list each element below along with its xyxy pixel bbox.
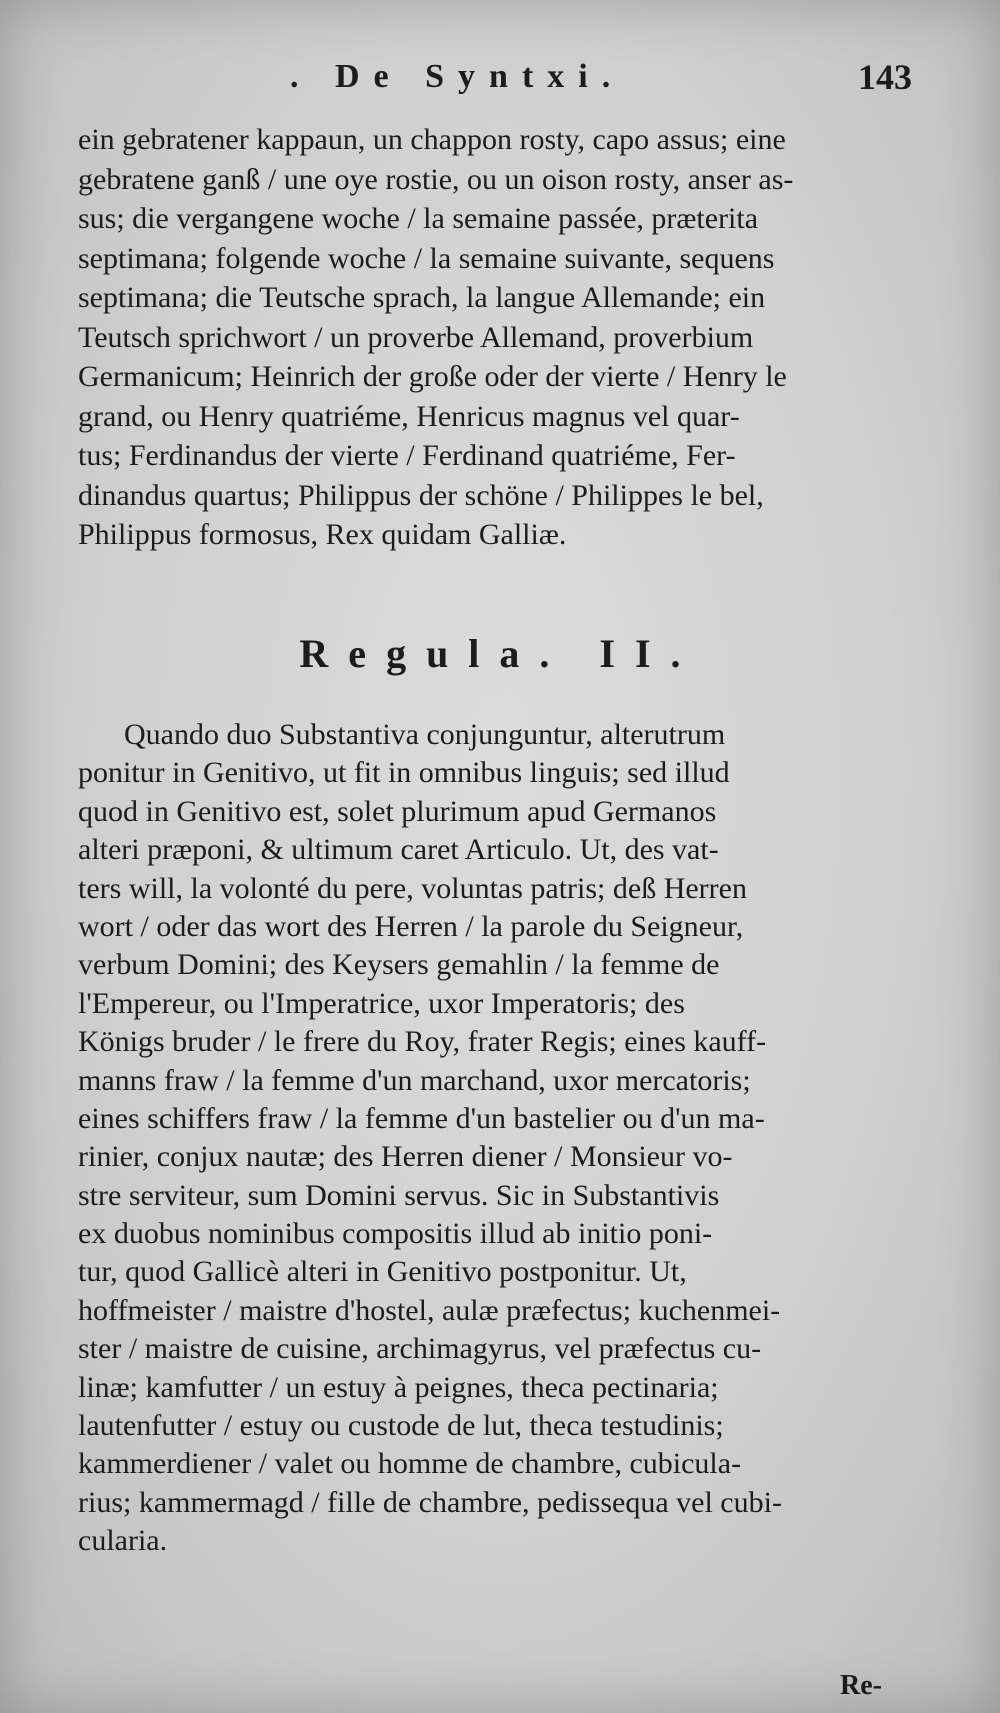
running-head: . De Syntxi. xyxy=(290,58,625,95)
text-line: kammerdiener / valet ou homme de chambre, cubicula- xyxy=(78,1447,742,1481)
paragraph-rule xyxy=(78,716,914,1561)
text-line: eines schiffers fraw / la femme d'un bastelier ou d'un ma- xyxy=(78,1101,765,1135)
text-line: gebratene ganß / une oye rostie, ou un oison rosty, anser as- xyxy=(78,162,794,196)
text-line: septimana; folgende woche / la semaine suivante, sequens xyxy=(78,241,775,275)
paragraph-examples xyxy=(78,120,914,555)
text-line: sus; die vergangene woche / la semaine passée, præterita xyxy=(78,202,759,235)
text-line: septimana; die Teutsche sprach, la langue Allemande; ein xyxy=(78,281,766,314)
text-line: cularia. xyxy=(78,1524,168,1558)
text-line: verbum Domini; des Keysers gemahlin / la femme de xyxy=(78,948,720,982)
text-line: lautenfutter / estuy ou custode de lut, theca testudinis; xyxy=(78,1409,724,1443)
text-line: linæ; kamfutter / un estuy à peignes, theca pectinaria; xyxy=(78,1370,719,1404)
text-line: ex duobus nominibus compositis illud ab initio poni- xyxy=(78,1217,713,1251)
text-line: l'Empereur, ou l'Imperatrice, uxor Imperatoris; des xyxy=(78,986,685,1020)
text-line: tur, quod Gallicè alteri in Genitivo postponitur. Ut, xyxy=(78,1255,687,1289)
text-line: dinandus quartus; Philippus der schöne / Philippes le bel, xyxy=(78,478,764,512)
text-line: rius; kammermagd / fille de chambre, pedissequa vel cubi- xyxy=(78,1485,782,1519)
page-number: 143 xyxy=(858,57,912,97)
text-line: manns fraw / la femme d'un marchand, uxor mercatoris; xyxy=(78,1063,751,1097)
text-line: hoffmeister / maistre d'hostel, aulæ præfectus; kuchenmei- xyxy=(78,1293,781,1327)
text-line: quod in Genitivo est, solet plurimum apud Germanos xyxy=(78,794,717,828)
text-line: Königs bruder / le frere du Roy, frater Regis; eines kauff- xyxy=(78,1025,767,1059)
text-line: ponitur in Genitivo, ut fit in omnibus linguis; sed illud xyxy=(78,756,730,790)
text-line: ster / maistre de cuisine, archimagyrus, vel præfectus cu- xyxy=(78,1332,762,1366)
text-line: ein gebratener kappaun, un chappon rosty, capo assus; eine xyxy=(78,123,786,156)
text-line: wort / oder das wort des Herren / la parole du Seigneur, xyxy=(78,909,744,943)
catchword: Re- xyxy=(840,1670,882,1701)
text-line: tus; Ferdinandus der vierte / Ferdinand quatriéme, Fer- xyxy=(78,439,736,472)
text-line: rinier, conjux nautæ; des Herren diener / Monsieur vo- xyxy=(78,1140,733,1174)
text-line: grand, ou Henry quatriéme, Henricus magnus vel quar- xyxy=(78,399,740,433)
section-heading: Regula. II. xyxy=(299,631,701,676)
text-line: Germanicum; Heinrich der große oder der vierte / Henry le xyxy=(78,360,787,393)
text-line: Philippus formosus, Rex quidam Galliæ. xyxy=(78,518,567,551)
text-line: ters will, la volonté du pere, voluntas patris; deß Herren xyxy=(78,871,747,905)
text-line: stre serviteur, sum Domini servus. Sic in Substantivis xyxy=(78,1178,720,1212)
text-line: Quando duo Substantiva conjunguntur, alterutrum xyxy=(124,718,726,751)
text-line: alteri præponi, & ultimum caret Articulo. Ut, des vat- xyxy=(78,833,719,867)
text-line: Teutsch sprichwort / un proverbe Allemand, proverbium xyxy=(78,320,754,354)
